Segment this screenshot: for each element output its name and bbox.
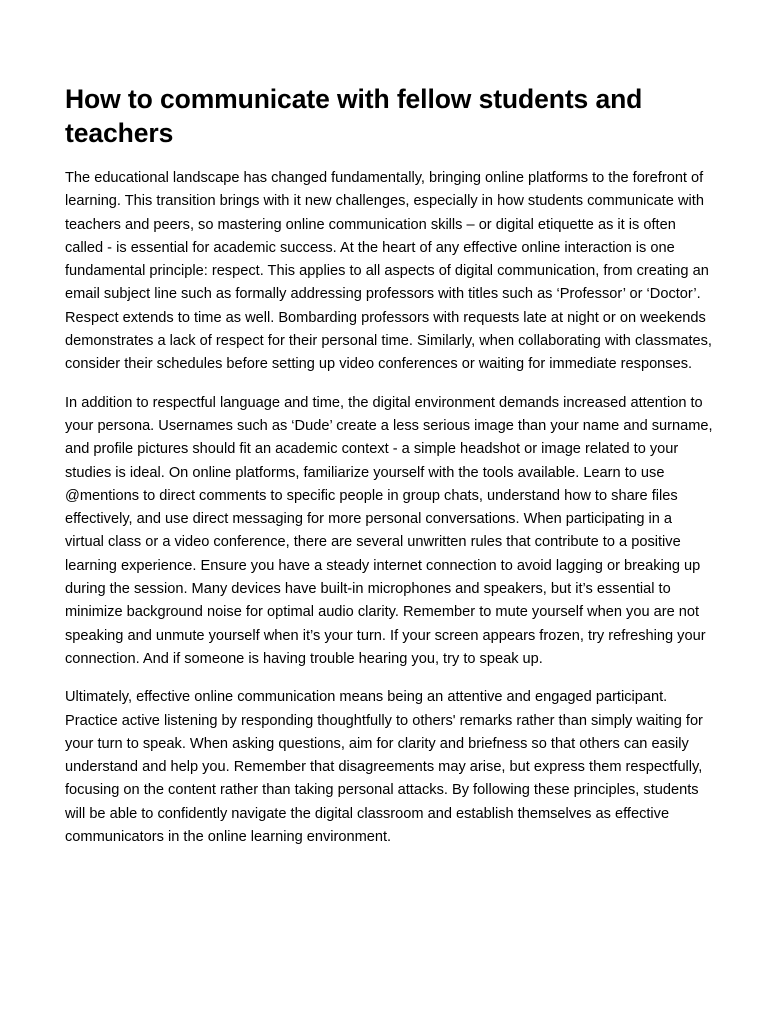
- document-title: How to communicate with fellow students and teachers: [65, 84, 643, 148]
- paragraph-2: In addition to respectful language and time, the digital environment demands increased attention to your persona. Usernames such as ‘Dude’ create a less serious image than your name and surname, and profile pictures should fit an academic context - a simple headshot or image related to your studies is ideal. On online platforms, familiarize yourself with the tools available. Learn to use @mentions to direct comments to specific people in group chats, understand how to share files effectively, and use direct messaging for more personal conversations. When participating in a virtual class or a video conference, there are several unwritten rules that contribute to a positive learning experience. Ensure you have a steady internet connection to avoid lagging or breaking up during the session. Many devices have built-in microphones and speakers, but it’s essential to minimize background noise for optimal audio clarity. Remember to mute yourself when you are not speaking and unmute yourself when it’s your turn. If your screen appears frozen, try refreshing your connection. And if someone is having trouble hearing you, try to speak up.: [65, 394, 713, 667]
- document-page: [65, 82, 713, 864]
- paragraph-1: The educational landscape has changed fundamentally, bringing online platforms to the forefront of learning. This transition brings with it new challenges, especially in how students communicate with teachers and peers, so mastering online communication skills – or digital etiquette as it is often called - is essential for academic success. At the heart of any effective online interaction is one fundamental principle: respect. This applies to all aspects of digital communication, from creating an email subject line such as formally addressing professors with titles such as ‘Professor’ or ‘Doctor’. Respect extends to time as well. Bombarding professors with requests late at night or on weekends demonstrates a lack of respect for their personal time. Similarly, when collaborating with classmates, consider their schedules before setting up video conferences or waiting for immediate responses.: [65, 170, 712, 373]
- paragraph-3: Ultimately, effective online communication means being an attentive and engaged participant. Practice active listening by responding thoughtfully to others' remarks rather than simply waiting for your turn to speak. When asking questions, aim for clarity and briefness so that others can easily understand and help you. Remember that disagreements may arise, but express them respectfully, focusing on the content rather than taking personal attacks. By following these principles, students will be able to confidently navigate the digital classroom and establish themselves as effective communicators in the online learning environment.: [65, 689, 703, 846]
